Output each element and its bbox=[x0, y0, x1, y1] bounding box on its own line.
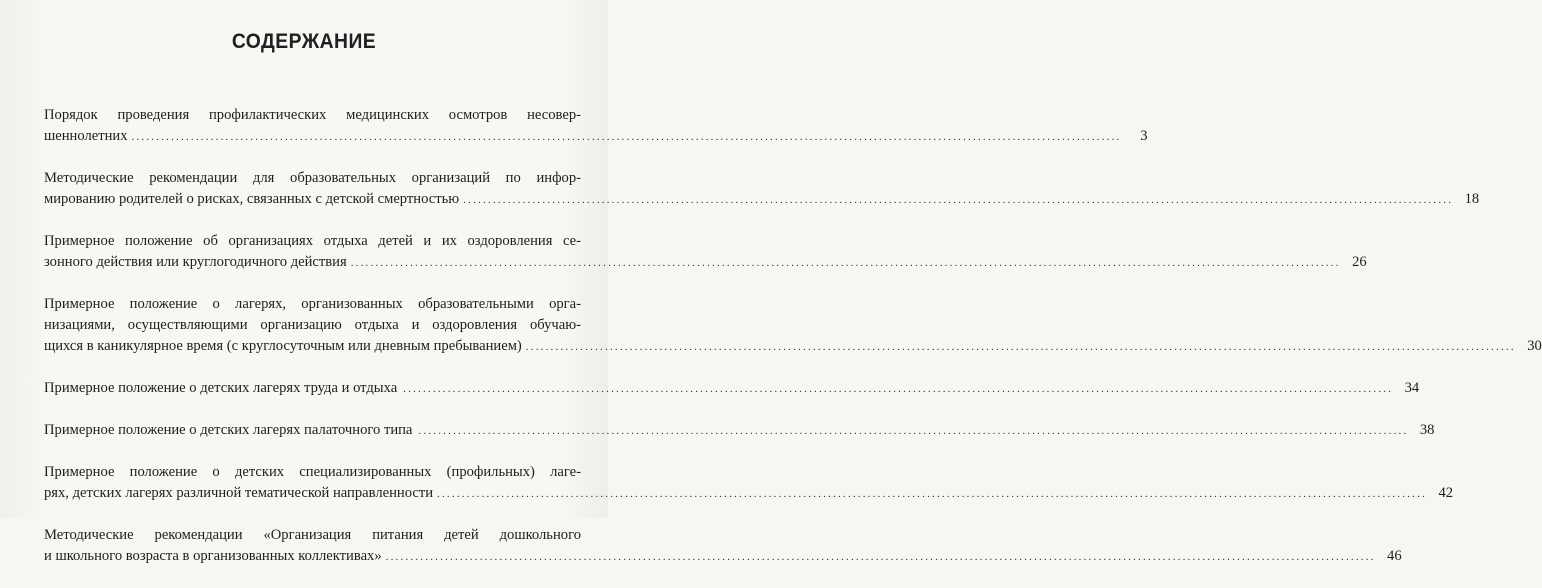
toc-entry-last-line bbox=[44, 483, 1454, 505]
toc-entry[interactable] bbox=[44, 420, 1435, 442]
toc-entry-last-line bbox=[44, 252, 1367, 274]
toc-entry-last-line bbox=[44, 378, 1420, 400]
dot-leader: ........................................................................................................................................................................................................ bbox=[350, 257, 1341, 269]
toc-entry-text-line: рях, детских лагерях различной тематической направленности bbox=[44, 485, 434, 501]
toc-entry-text-line: Примерное положение о детских лагерях палаточного типа bbox=[44, 422, 413, 438]
toc-entry[interactable] bbox=[44, 231, 1367, 274]
toc-entry-last-line bbox=[44, 189, 1480, 211]
toc-entry-text-line: Методические рекомендации «Организация питания детей дошкольного bbox=[44, 527, 581, 543]
toc-page-number: 26 bbox=[1352, 254, 1367, 270]
dot-leader: ........................................................................................................................................................................................................ bbox=[403, 383, 1394, 395]
toc-entry-text-line: мированию родителей о рисках, связанных с детской смертностью bbox=[44, 191, 460, 207]
toc-entry-text-line: Примерное положение о детских специализированных (профильных) лаге- bbox=[44, 464, 581, 480]
toc-page-number: 46 bbox=[1387, 548, 1402, 564]
toc-page-number: 30 bbox=[1527, 338, 1542, 354]
toc-page-number: 42 bbox=[1438, 485, 1454, 501]
toc-entry-text-line: шеннолетних bbox=[44, 128, 128, 144]
toc-entry-text-line: Примерное положение об организациях отдыха детей и их оздоровления се- bbox=[44, 233, 581, 249]
dot-leader: ........................................................................................................................................................................................................ bbox=[131, 131, 1122, 143]
toc-page-number: 18 bbox=[1464, 191, 1480, 207]
dot-leader: ........................................................................................................................................................................................................ bbox=[385, 551, 1376, 563]
toc-entry-last-line bbox=[44, 336, 1542, 358]
toc-entry[interactable] bbox=[44, 462, 1454, 505]
toc-entry-text-line: зонного действия или круглогодичного действия bbox=[44, 254, 347, 270]
toc-entry[interactable] bbox=[44, 168, 1480, 211]
dot-leader: ........................................................................................................................................................................................................ bbox=[437, 488, 1428, 500]
page-title: СОДЕРЖАНИЕ bbox=[231, 30, 377, 53]
dot-leader: ........................................................................................................................................................................................................ bbox=[418, 425, 1409, 437]
toc-page-number: 38 bbox=[1419, 422, 1435, 438]
table-of-contents bbox=[44, 105, 1542, 588]
toc-entry[interactable] bbox=[44, 378, 1420, 400]
toc-entry-text-line: и школьного возраста в организованных коллективах» bbox=[44, 548, 382, 564]
dot-leader: ........................................................................................................................................................................................................ bbox=[463, 194, 1454, 206]
toc-entry-text-line: щихся в каникулярное время (с круглосуточным или дневным пребыванием) bbox=[44, 338, 522, 354]
toc-entry-last-line bbox=[44, 546, 1402, 568]
toc-page-number: 34 bbox=[1404, 380, 1420, 396]
toc-page-number: 3 bbox=[1140, 128, 1148, 144]
toc-entry[interactable] bbox=[44, 105, 1148, 148]
toc-entry-text-line: Примерное положение о детских лагерях труда и отдыха bbox=[44, 380, 398, 396]
toc-entry-text-line: Методические рекомендации для образовательных организаций по инфор- bbox=[44, 170, 581, 186]
toc-entry-last-line bbox=[44, 126, 1148, 148]
toc-entry[interactable] bbox=[44, 525, 1402, 568]
toc-entry[interactable] bbox=[44, 294, 1542, 358]
toc-entry-text-line: низациями, осуществляющими организацию отдыха и оздоровления обучаю- bbox=[44, 317, 581, 333]
dot-leader: ........................................................................................................................................................................................................ bbox=[525, 341, 1516, 353]
toc-entry-text-line: Примерное положение о лагерях, организованных образовательными орга- bbox=[44, 296, 581, 312]
toc-entry-text-line: Порядок проведения профилактических медицинских осмотров несовер- bbox=[44, 107, 581, 123]
toc-entry-last-line bbox=[44, 420, 1435, 442]
